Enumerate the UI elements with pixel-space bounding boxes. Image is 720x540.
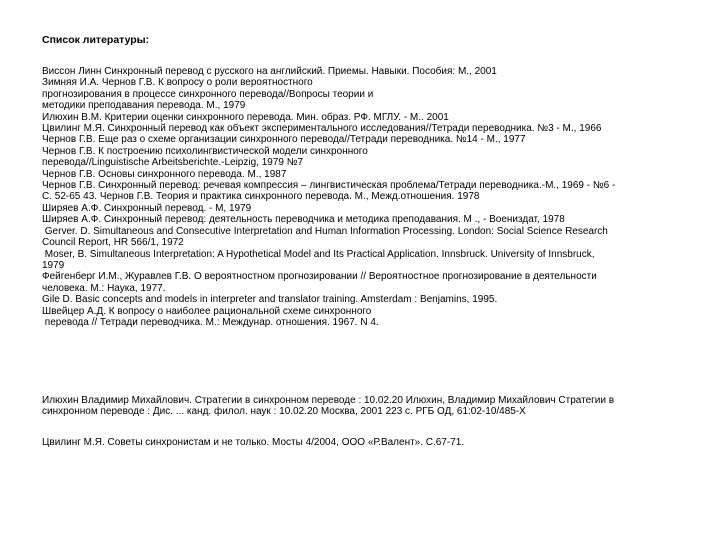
reference-line: методики преподавания перевода. М., 1979 [42,100,246,112]
dissertation-reference [42,395,682,418]
reference-line: Чернов Г.В. К построению психолингвистической модели синхронного [42,145,368,157]
reference-list [42,66,682,328]
page-title: Список литературы: [42,34,150,46]
reference-line: человека. М.: Наука, 1977. [42,282,166,294]
reference-line: Виссон Линн Синхронный перевод с русского на английский. Приемы. Навыки. Пособия: М., 2001 [42,66,497,77]
reference-line: Зимняя И.А. Чернов Г.В. К вопросу о роли вероятностного [42,77,313,89]
reference-line: Moser, B. Simultaneous Interpretation: A Hypothetical Model and Its Practical Application. Innsbruck. University of Innsbruck, [42,248,595,260]
reference-line: Чернов Г.В. Еще раз о схеме организации синхронного перевода//Тетради переводника. №14 - М., 1977 [42,134,526,146]
reference-line: 1979 [42,259,65,271]
reference-line: Швейцер А.Д. К вопросу о наиболее рациональной схеме синхронного [42,305,372,317]
reference-line: Фейгенберг И.М., Журавлев Г.В. О вероятностном прогнозировании // Вероятностное прогнозирование в деятельности [42,271,597,283]
reference-line: Gerver. D. Simultaneous and Consecutive Interpretation and Human Information Processing. London: Social Science Research [42,225,608,237]
reference-line: Илюхин Владимир Михайлович. Стратегии в синхронном переводе : 10.02.20 Илюхин, Владимир Михайлович Стратегии в [42,395,615,406]
reference-line: синхронном переводе : Дис. ... канд. филол. наук : 10.02.20 Москва, 2001 223 с. РГБ ОД, 61:02-10/485-X [42,406,526,418]
reference-line: Цвилинг М.Я. Советы синхронистам и не только. Мосты 4/2004, ООО «Р.Валент». С.67-71. [42,437,465,448]
reference-line: прогнозирования в процессе синхронного перевода//Вопросы теории и [42,88,374,100]
reference-line: С. 52-65 43. Чернов Г.В. Теория и практика синхронного перевода. М., Межд.отношения. 1978 [42,191,480,203]
reference-line: Цвилинг М.Я. Синхронный перевод как объект экспериментального исследования//Тетради переводника. №3 - М., 1966 [42,123,602,135]
reference-line: Чернов Г.В. Основы синхронного перевода. М., 1987 [42,168,287,180]
reference-line: перевода//Linguistische Arbeitsberichte.-Leipzig, 1979 №7 [42,157,304,169]
reference-line: Чернов Г.В. Синхронный перевод: речевая компрессия – лингвистическая проблема/Тетради переводника.-М., 1969 - №6 - [42,180,616,192]
reference-line: Илюхин В.М. Критерии оценки синхронного перевода. Мин. образ. РФ. МГЛУ. - М.. 2001 [42,111,449,123]
reference-line: Council Report, HR 566/1, 1972 [42,237,184,249]
reference-line: Ширяев А.Ф. Синхронный перевод: деятельность переводчика и методика преподавания. М ., - Воениздат, 1978 [42,214,565,226]
reference-line: Ширяев А.Ф. Синхронный перевод. - М, 1979 [42,202,252,214]
reference-line: перевода // Тетради переводчика. М.: Междунар. отношения. 1967. N 4. [42,316,379,328]
reference-line: Gile D. Basic concepts and models in interpreter and translator training. Amsterdam : Benjamins, 1995. [42,294,498,306]
article-reference [42,437,682,448]
